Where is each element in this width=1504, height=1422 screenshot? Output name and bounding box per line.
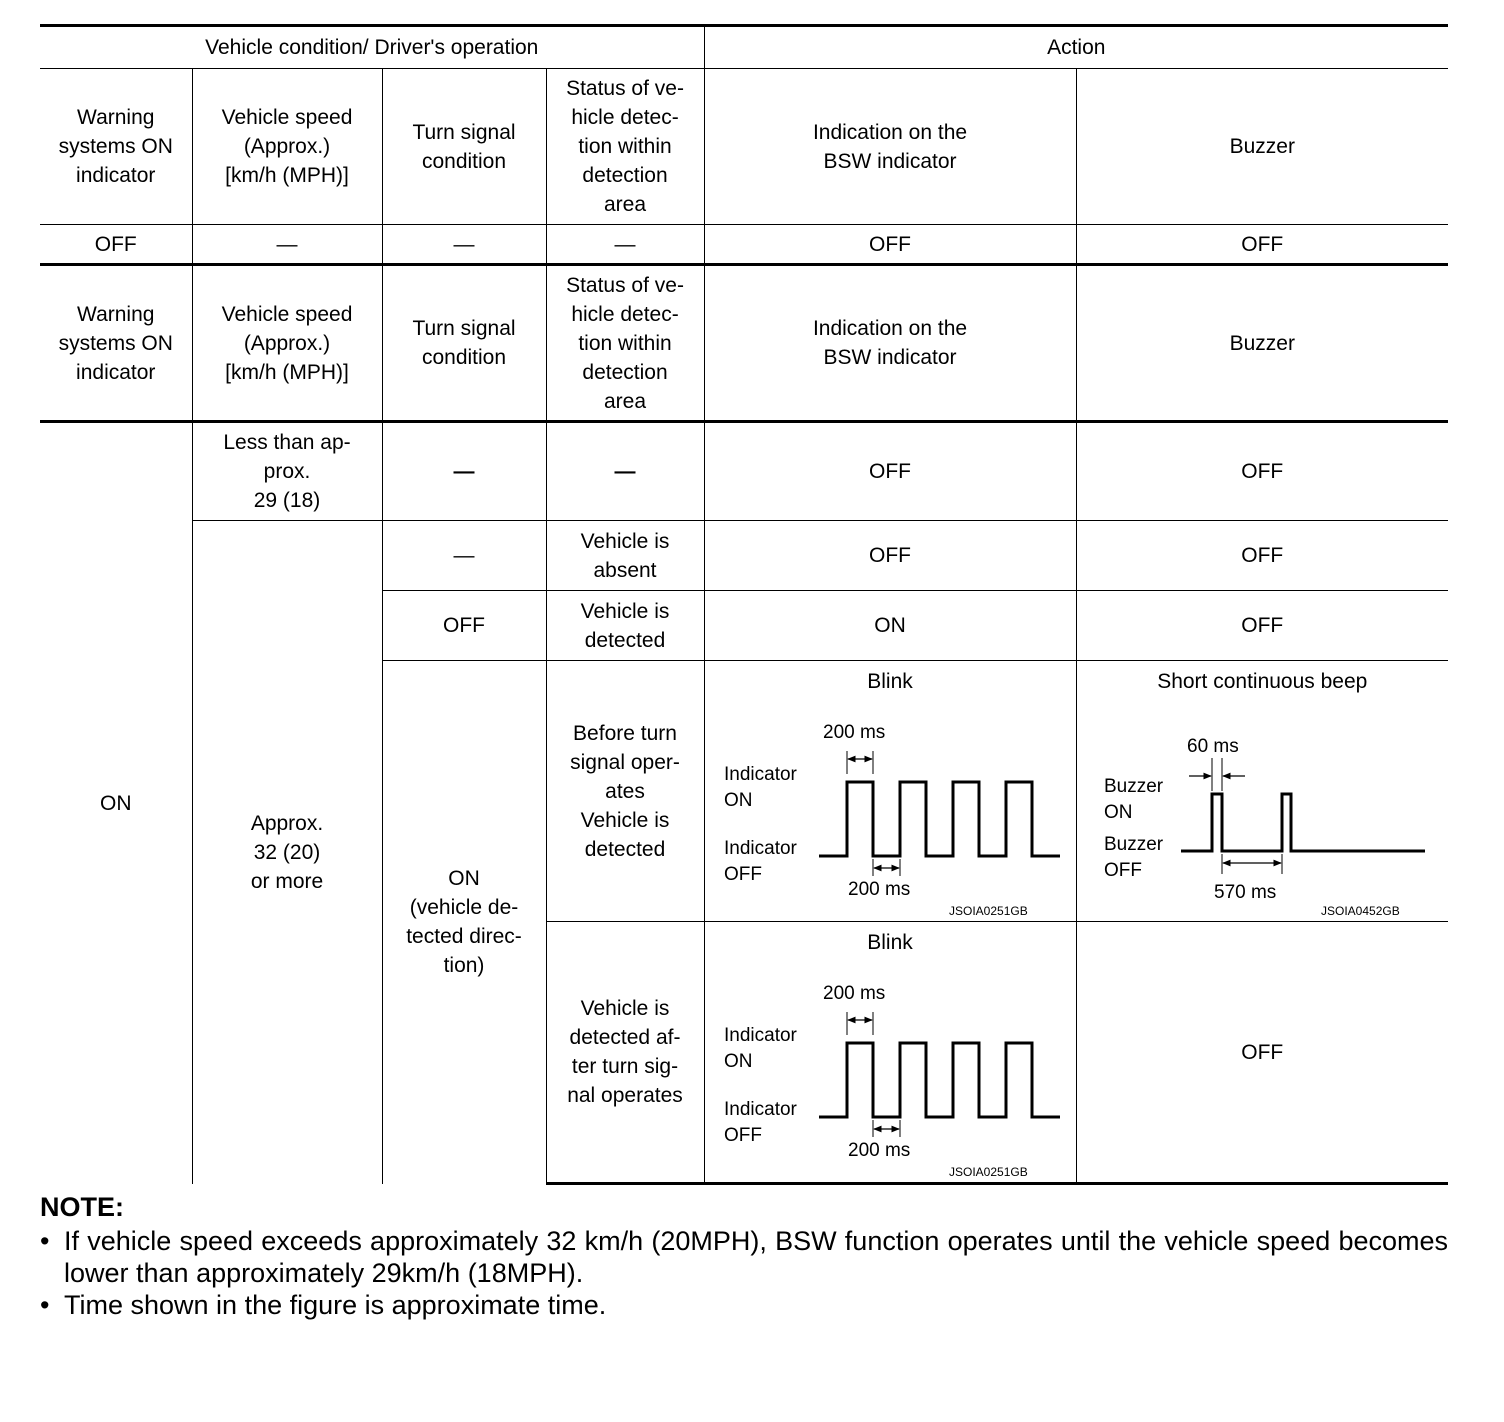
- indicator-off-time-2: 200 ms: [847, 1140, 910, 1161]
- cell-before-status: Before turn signal oper- ates Vehicle is detected: [546, 661, 704, 922]
- bullet-icon: •: [40, 1226, 50, 1256]
- note-list: [40, 1225, 1448, 1321]
- cell-speed-less: Less than ap- prox. 29 (18): [192, 422, 382, 521]
- column-header-row-repeat: [40, 265, 1448, 422]
- cell-after-indication: [704, 922, 1076, 1184]
- indicator-on-label-2b: ON: [723, 1051, 753, 1072]
- buzzer-beep-waveform: [1077, 696, 1447, 918]
- indicator-on-time-2: 200 ms: [822, 983, 885, 1004]
- cell-warning-off: OFF: [40, 225, 192, 265]
- cell-before-buzzer: [1076, 661, 1448, 922]
- col-buzzer-repeat: Buzzer: [1076, 265, 1448, 422]
- cell-detected-buzzer: OFF: [1076, 591, 1448, 661]
- cell-less-indication: OFF: [704, 422, 1076, 521]
- note-bullet-time: • Time shown in the figure is approximate time.: [40, 1290, 607, 1320]
- col-warning-indicator-repeat: Warning systems ON indicator: [40, 265, 192, 422]
- cell-before-indication: [704, 661, 1076, 922]
- cell-absent-status: Vehicle is absent: [546, 521, 704, 591]
- col-bsw-indication: Indication on the BSW indicator: [704, 69, 1076, 225]
- blink-title-2: Blink: [867, 931, 913, 954]
- cell-detected-indication: ON: [704, 591, 1076, 661]
- col-bsw-indication-repeat: Indication on the BSW indicator: [704, 265, 1076, 422]
- buzzer-on-label-1: Buzzer: [1103, 776, 1163, 797]
- cell-indication-off: OFF: [704, 225, 1076, 265]
- bsw-operation-table: [40, 24, 1448, 1185]
- note-section: [40, 1191, 1448, 1321]
- cell-less-buzzer: OFF: [1076, 422, 1448, 521]
- cell-speed-dash: —: [192, 225, 382, 265]
- col-warning-indicator: Warning systems ON indicator: [40, 69, 192, 225]
- col-detection-status: Status of ve- hicle detec- tion within detection area: [546, 69, 704, 225]
- buzzer-on-label-2: ON: [1103, 802, 1133, 823]
- table-header-row: [40, 26, 1448, 69]
- cell-speed-more: Approx. 32 (20) or more: [192, 521, 382, 1184]
- note-title: NOTE:: [40, 1192, 124, 1222]
- indicator-figure-code: JSOIA0251GB: [948, 904, 1028, 918]
- indicator-off-label-2: OFF: [723, 864, 762, 885]
- col-detection-status-repeat: Status of ve- hicle detec- tion within detection area: [546, 265, 704, 422]
- table-row-low-speed: [40, 422, 1448, 521]
- buzzer-on-time: 60 ms: [1186, 736, 1239, 757]
- cell-turn-dash: —: [382, 225, 546, 265]
- indicator-blink-waveform-2: [705, 957, 1075, 1179]
- buzzer-off-label-1: Buzzer: [1103, 834, 1163, 855]
- table-row-vehicle-absent: [40, 521, 1448, 591]
- cell-detected-status: Vehicle is detected: [546, 591, 704, 661]
- indicator-off-label-1: Indicator: [723, 838, 797, 859]
- cell-buzzer-off: OFF: [1076, 225, 1448, 265]
- indicator-off-label-2b: OFF: [723, 1125, 762, 1146]
- indicator-on-label-1b: Indicator: [723, 1025, 797, 1046]
- cell-after-buzzer: OFF: [1076, 922, 1448, 1184]
- indicator-on-label-2: ON: [723, 790, 753, 811]
- cell-absent-buzzer: OFF: [1076, 521, 1448, 591]
- col-turn-signal: Turn signal condition: [382, 69, 546, 225]
- blink-title: Blink: [867, 670, 913, 693]
- cell-less-turn-dash: —: [382, 422, 546, 521]
- cell-detected-turn: OFF: [382, 591, 546, 661]
- cell-turn-on: ON (vehicle de- tected direc- tion): [382, 661, 546, 1184]
- indicator-figure-code-2: JSOIA0251GB: [948, 1165, 1028, 1179]
- col-buzzer: Buzzer: [1076, 69, 1448, 225]
- indicator-on-label-1: Indicator: [723, 764, 797, 785]
- col-turn-signal-repeat: Turn signal condition: [382, 265, 546, 422]
- buzzer-figure-code: JSOIA0452GB: [1320, 904, 1400, 918]
- cell-absent-turn: —: [382, 521, 546, 591]
- buzzer-off-label-2: OFF: [1103, 860, 1142, 881]
- cell-absent-indication: OFF: [704, 521, 1076, 591]
- column-header-row: [40, 69, 1448, 225]
- note-bullet-speed: • If vehicle speed exceeds approximately 32 km/h (20MPH), BSW function operates until the vehicle speed becomes lower than approximately 29km/h (18MPH).: [40, 1226, 1448, 1288]
- short-beep-title: Short continuous beep: [1157, 670, 1368, 693]
- indicator-off-time: 200 ms: [847, 879, 910, 900]
- table-row-warning-off: [40, 225, 1448, 265]
- header-action: Action: [704, 26, 1448, 69]
- indicator-off-label-1b: Indicator: [723, 1099, 797, 1120]
- col-vehicle-speed-repeat: Vehicle speed (Approx.) [km/h (MPH)]: [192, 265, 382, 422]
- indicator-on-time: 200 ms: [822, 722, 885, 743]
- cell-less-status-dash: —: [546, 422, 704, 521]
- cell-after-status: Vehicle is detected af- ter turn sig- nal operates: [546, 922, 704, 1184]
- document: [40, 24, 1448, 1321]
- bullet-icon: •: [40, 1290, 50, 1320]
- cell-warning-on: ON: [40, 422, 192, 1184]
- col-vehicle-speed: Vehicle speed (Approx.) [km/h (MPH)]: [192, 69, 382, 225]
- indicator-blink-waveform: [705, 696, 1075, 918]
- cell-status-dash: —: [546, 225, 704, 265]
- header-vehicle-condition: Vehicle condition/ Driver's operation: [40, 26, 704, 69]
- buzzer-off-time: 570 ms: [1213, 882, 1276, 903]
